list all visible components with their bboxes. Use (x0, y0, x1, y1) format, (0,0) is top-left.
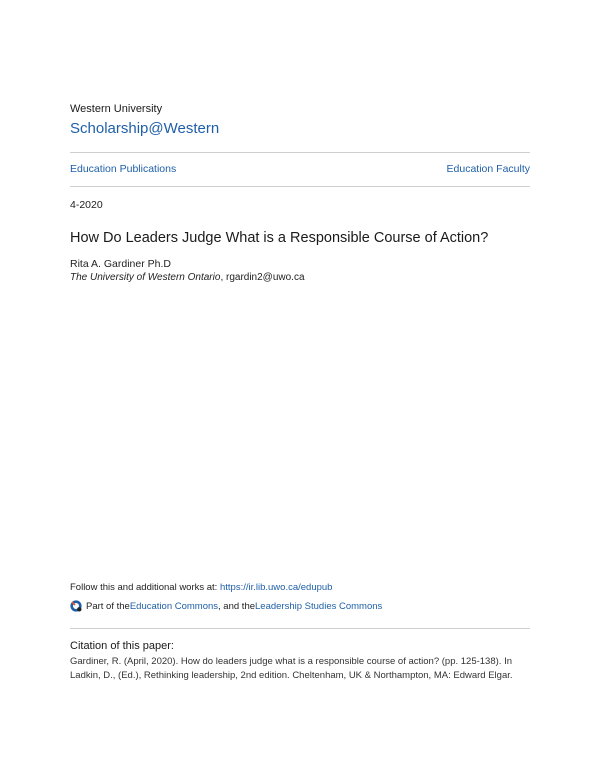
commons-network-icon (70, 600, 82, 612)
collection-link-education-publications[interactable]: Education Publications (70, 163, 177, 175)
follow-line (70, 582, 332, 593)
divider-citation (70, 628, 530, 629)
publication-date: 4-2020 (70, 199, 103, 211)
part-of-prefix: Part of the (86, 600, 130, 612)
institution-name: Western University (70, 103, 163, 115)
citation-heading: Citation of this paper: (70, 640, 174, 652)
repository-link[interactable]: Scholarship@Western (70, 120, 220, 137)
citation-text: Gardiner, R. (April, 2020). How do leaders judge what is a responsible course of action? (pp. 125-138). In Ladkin, D., (Ed.), Rethinking leadership, 2nd edition. Cheltenham, UK & Northampton, MA: Edward Elgar. (70, 656, 513, 681)
leadership-studies-commons-link[interactable]: Leadership Studies Commons (255, 600, 383, 612)
author-email: , rgardin2@uwo.ca (220, 272, 305, 283)
part-of-middle: , and the (218, 600, 256, 612)
follow-link[interactable]: https://ir.lib.uwo.ca/edupub (219, 582, 333, 593)
part-of-line (70, 600, 382, 612)
education-commons-link[interactable]: Education Commons (129, 600, 219, 612)
paper-title: How Do Leaders Judge What is a Responsible Course of Action? (70, 230, 489, 246)
author-affiliation (70, 272, 305, 283)
divider-bottom (70, 186, 530, 187)
author-name: Rita A. Gardiner Ph.D (70, 258, 171, 270)
follow-text: Follow this and additional works at: (70, 582, 220, 593)
collection-link-education-faculty[interactable]: Education Faculty (446, 163, 530, 175)
divider-top (70, 152, 530, 153)
affiliation-name: The University of Western Ontario (70, 272, 221, 283)
